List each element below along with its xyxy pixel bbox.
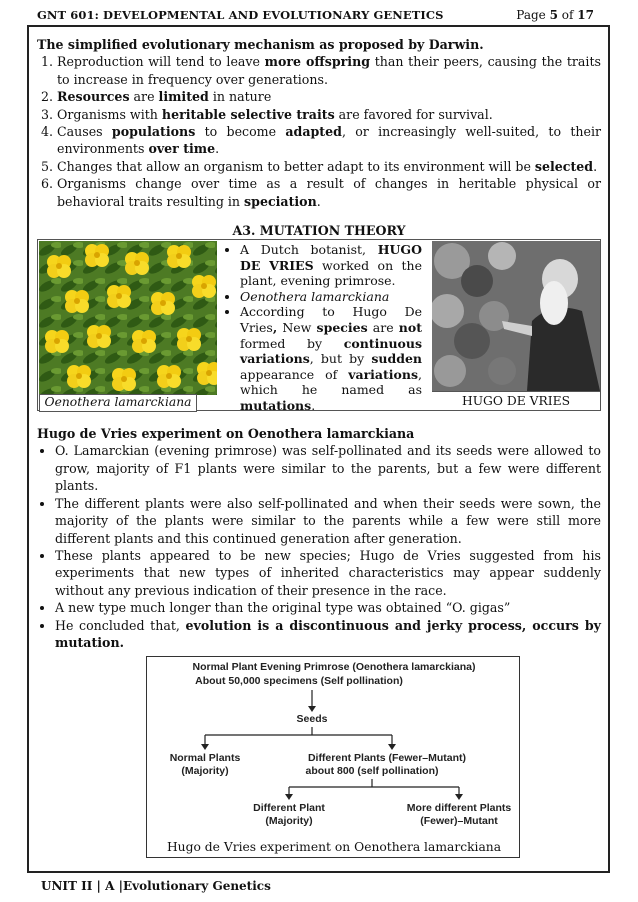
page-footer: UNIT II | A |Evolutionary Genetics bbox=[41, 879, 271, 893]
flow-dp-line2: (Majority) bbox=[265, 815, 313, 827]
flow-md-line1: More different Plants bbox=[406, 802, 512, 814]
list-item: • According to Hugo De Vries, New species are not formed by continuous variations, but by sudden appearance of variations, which he named as mutations. bbox=[240, 304, 422, 413]
flow-normal-line1: Normal Plants bbox=[169, 752, 241, 764]
page-number: Page 5 of 17 bbox=[516, 8, 594, 22]
list-item: 6. Organisms change over time as a result of changes in heritable physical or behavioral traits resulting in speciation. bbox=[57, 175, 601, 210]
flow-top-line1: Normal Plant Evening Primrose (Oenothera lamarckiana) bbox=[192, 661, 476, 673]
flowchart-svg bbox=[147, 657, 521, 842]
mutation-theory-title: A3. MUTATION THEORY bbox=[232, 223, 406, 239]
flow-dp-line1: Different Plant bbox=[253, 802, 325, 814]
darwin-list bbox=[37, 53, 601, 210]
flowchart-caption: Hugo de Vries experiment on Oenothera lamarckiana bbox=[166, 840, 502, 854]
page-header bbox=[37, 6, 594, 26]
list-item: • A new type much longer than the original type was obtained “O. gigas” bbox=[55, 599, 601, 616]
flow-diff-line2: about 800 (self pollination) bbox=[305, 765, 439, 777]
list-item: • These plants appeared to be new species; Hugo de Vries suggested from his experiments that new types of inherited characteristics may appear suddenly without any previous indication of their presence in the race. bbox=[55, 547, 601, 599]
darwin-heading: The simplified evolutionary mechanism as proposed by Darwin. bbox=[37, 37, 484, 52]
list-item: • O. Lamarckian (evening primrose) was self-pollinated and its seeds were allowed to grow, majority of F1 plants were similar to the parents, but a few were different plants. bbox=[55, 442, 601, 494]
flow-diff-line1: Different Plants (Fewer–Mutant) bbox=[307, 752, 467, 764]
list-item: • A Dutch botanist, HUGO DE VRIES worked on the plant, evening primrose. bbox=[240, 242, 422, 289]
flow-seeds: Seeds bbox=[296, 713, 328, 725]
experiment-flowchart bbox=[146, 656, 520, 858]
experiment-heading: Hugo de Vries experiment on Oenothera lamarckiana bbox=[37, 426, 415, 442]
list-item: 3. Organisms with heritable selective traits are favored for survival. bbox=[57, 106, 601, 123]
list-item: • The different plants were also self-pollinated and when their seeds were sown, the majority of the plants were similar to the parents while a few were still more different plants and this continued generation after generation. bbox=[55, 495, 601, 547]
mutation-theory-box bbox=[37, 239, 601, 411]
page-content bbox=[37, 36, 601, 651]
flow-normal-line2: (Majority) bbox=[181, 765, 229, 777]
list-item: 2. Resources are limited in nature bbox=[57, 88, 601, 105]
hugo-caption: HUGO DE VRIES bbox=[432, 391, 600, 411]
list-item: 5. Changes that allow an organism to better adapt to its environment will be selected. bbox=[57, 158, 601, 175]
flow-top-line2: About 50,000 specimens (Self pollination) bbox=[195, 675, 403, 687]
hugo-de-vries-photo bbox=[432, 241, 600, 391]
list-item: 4. Causes populations to become adapted, or increasingly well-suited, to their environments over time. bbox=[57, 123, 601, 158]
primrose-caption: Oenothera lamarckiana bbox=[39, 394, 197, 412]
list-item: 1. Reproduction will tend to leave more offspring than their peers, causing the traits to increase in frequency over generations. bbox=[57, 53, 601, 88]
list-item: • He concluded that, evolution is a discontinuous and jerky process, occurs by mutation. bbox=[55, 617, 601, 652]
list-item: • Oenothera lamarckiana bbox=[240, 289, 422, 305]
header-title: GNT 601: DEVELOPMENTAL AND EVOLUTIONARY GENETICS bbox=[37, 8, 444, 22]
mutation-text bbox=[226, 242, 422, 414]
primrose-photo bbox=[39, 241, 217, 395]
flow-arrowhead bbox=[308, 706, 316, 712]
flow-md-line2: (Fewer)–Mutant bbox=[420, 815, 498, 827]
experiment-list bbox=[37, 442, 601, 651]
